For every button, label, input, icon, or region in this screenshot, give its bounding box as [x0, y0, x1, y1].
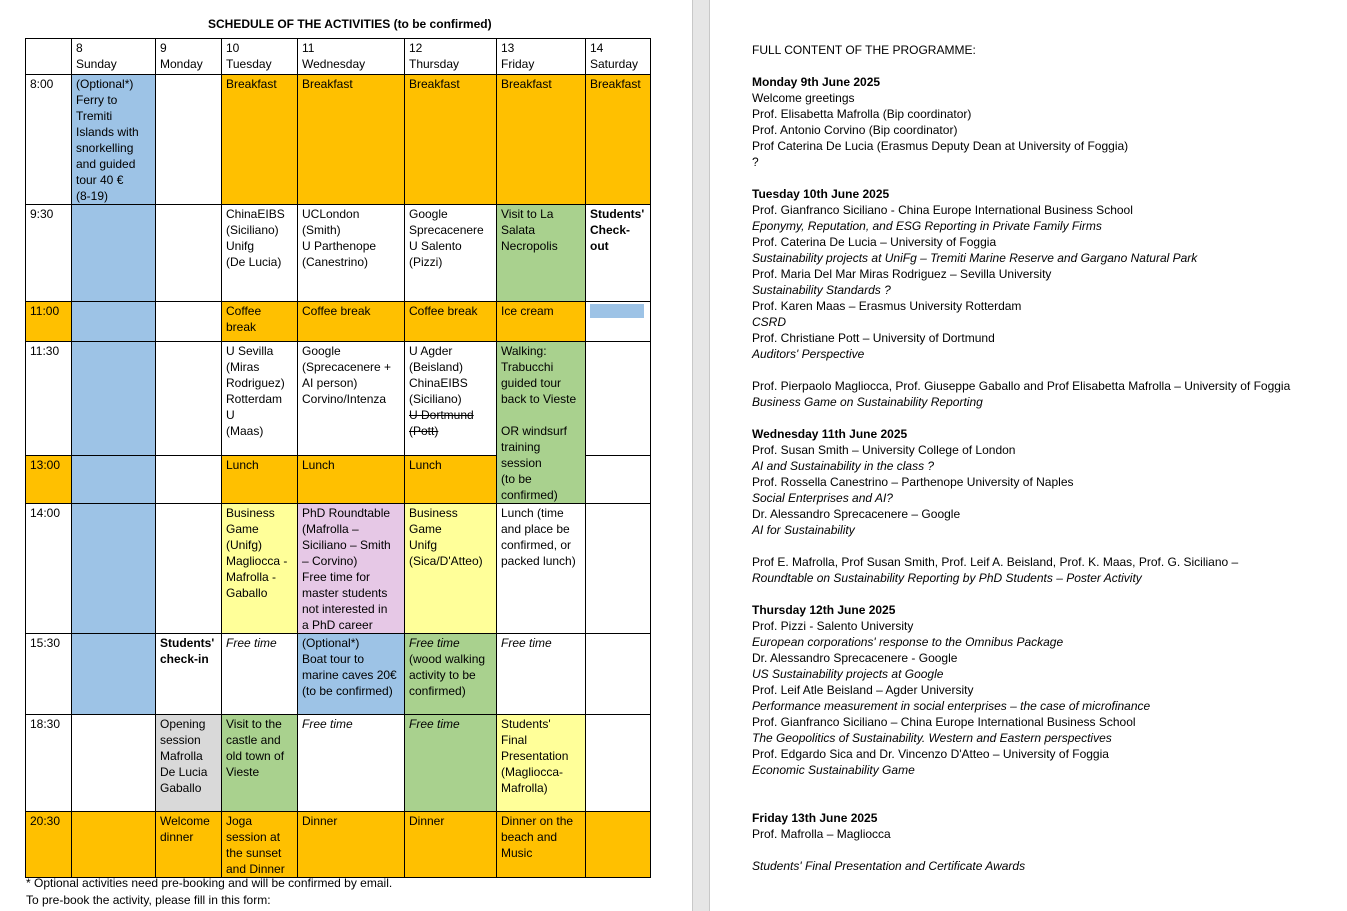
empty-cell	[156, 342, 222, 456]
talk-title: Business Game on Sustainability Reporting	[752, 395, 983, 409]
day-heading: Thursday 12th June 2025	[752, 603, 896, 617]
talk-title: AI and Sustainability in the class ?	[752, 459, 935, 473]
activity-cell: U Sevilla (Miras Rodriguez) Rotterdam U (Maas)	[222, 342, 298, 456]
day-heading: Tuesday 10th June 2025	[752, 187, 890, 201]
activity-cell	[72, 455, 156, 503]
activity-cell: Google (Sprecacenere + AI person) Corvino/Intenza	[298, 342, 405, 456]
activity-cell: Dinner on the beach and Music	[497, 812, 586, 878]
activity-cell	[72, 504, 156, 634]
activity-cell: Opening session Mafrolla De Lucia Gaballo	[156, 715, 222, 812]
activity-cell: Walking: Trabucchi guided tour back to Vieste OR windsurf training session (to be confirmed)	[497, 342, 586, 504]
programme-line: Prof. Antonio Corvino (Bip coordinator)	[752, 123, 958, 137]
schedule-row	[26, 75, 651, 205]
schedule-row	[26, 504, 651, 634]
programme-line: Prof. Gianfranco Siciliano - China Europe International Business School	[752, 203, 1133, 217]
blank-line	[752, 58, 1290, 74]
day-header: 13 Friday	[497, 39, 586, 75]
day-header: 8 Sunday	[72, 39, 156, 75]
talk-title: Auditors' Perspective	[752, 347, 865, 361]
activity-cell: Joga session at the sunset and Dinner	[222, 812, 298, 878]
activity-cell: Students' check-in	[156, 634, 222, 715]
talk-title: CSRD	[752, 315, 787, 329]
activity-cell: Dinner	[405, 812, 497, 878]
activity-cell: Ice cream	[497, 302, 586, 342]
time-label: 14:00	[26, 504, 72, 634]
activity-cell: PhD Roundtable (Mafrolla – Siciliano – Smith – Corvino) Free time for master students not interested in a PhD career	[298, 504, 405, 634]
activity-cell: Google Sprecacenere U Salento (Pizzi)	[405, 205, 497, 302]
blank-line	[752, 170, 1290, 186]
programme-line: Dr. Alessandro Sprecacenere – Google	[752, 507, 961, 521]
talk-title: Roundtable on Sustainability Reporting by PhD Students – Poster Activity	[752, 571, 1142, 585]
color-chip	[590, 304, 644, 318]
schedule-title: SCHEDULE OF THE ACTIVITIES (to be confirmed)	[208, 17, 492, 31]
time-label: 11:30	[26, 342, 72, 456]
blank-line	[752, 362, 1290, 378]
talk-title: AI for Sustainability	[752, 523, 855, 537]
empty-cell	[156, 302, 222, 342]
activity-cell	[72, 342, 156, 456]
talk-title: Eponymy, Reputation, and ESG Reporting in Private Family Firms	[752, 219, 1102, 233]
programme-line: ?	[752, 155, 759, 169]
programme-line: Prof. Susan Smith – University College of London	[752, 443, 1016, 457]
activity-cell: UCLondon (Smith) U Parthenope (Canestrino)	[298, 205, 405, 302]
talk-title: Social Enterprises and AI?	[752, 491, 893, 505]
programme-line: Prof. Mafrolla – Magliocca	[752, 827, 891, 841]
activity-cell	[72, 302, 156, 342]
activity-cell: Free time	[222, 634, 298, 715]
day-header: 9 Monday	[156, 39, 222, 75]
activity-cell: Coffee break	[298, 302, 405, 342]
programme-line: Prof. Gianfranco Siciliano – China Europe International Business School	[752, 715, 1136, 729]
cancelled-entry: U Dortmund (Pott)	[409, 408, 474, 438]
activity-cell: Lunch (time and place be confirmed, or packed lunch)	[497, 504, 586, 634]
programme-line: Prof. Pierpaolo Magliocca, Prof. Giuseppe Gaballo and Prof Elisabetta Mafrolla – University of Foggia	[752, 379, 1291, 393]
blank-line	[752, 410, 1290, 426]
empty-cell	[586, 634, 651, 715]
activity-cell: Lunch	[222, 455, 298, 503]
blank-line	[752, 794, 1290, 810]
blank-line	[752, 842, 1290, 858]
activity-cell: Breakfast	[405, 75, 497, 205]
empty-cell	[72, 715, 156, 812]
schedule-row	[26, 205, 651, 302]
activity-cell	[72, 812, 156, 878]
footnote-optional: * Optional activities need pre-booking and will be confirmed by email.	[26, 876, 393, 890]
programme-line: Prof. Leif Atle Beisland – Agder University	[752, 683, 974, 697]
activity-cell: Coffee break	[405, 302, 497, 342]
schedule-row	[26, 302, 651, 342]
empty-cell	[156, 75, 222, 205]
programme-line: Dr. Alessandro Sprecacenere - Google	[752, 651, 958, 665]
right-page	[710, 0, 1347, 911]
activity-cell: (Optional*) Boat tour to marine caves 20€ (to be confirmed)	[298, 634, 405, 715]
programme-line: Prof. Christiane Pott – University of Dortmund	[752, 331, 995, 345]
activity-cell: Visit to the castle and old town of Vieste	[222, 715, 298, 812]
empty-cell	[156, 455, 222, 503]
activity-cell: Visit to La Salata Necropolis	[497, 205, 586, 302]
schedule-row	[26, 715, 651, 812]
talk-title: Sustainability Standards ?	[752, 283, 891, 297]
empty-cell	[586, 302, 651, 342]
activity-cell: Students' Final Presentation (Magliocca- Mafrolla)	[497, 715, 586, 812]
activity-cell: Business Game (Unifg) Magliocca - Mafrolla - Gaballo	[222, 504, 298, 634]
day-header: 10 Tuesday	[222, 39, 298, 75]
blank-line	[752, 778, 1290, 794]
time-label: 15:30	[26, 634, 72, 715]
time-label: 11:00	[26, 302, 72, 342]
programme-line: Prof. Rossella Canestrino – Parthenope University of Naples	[752, 475, 1074, 489]
day-header: 12 Thursday	[405, 39, 497, 75]
page-gutter	[692, 0, 710, 911]
day-heading: Friday 13th June 2025	[752, 811, 878, 825]
day-header: 11 Wednesday	[298, 39, 405, 75]
activity-cell: Breakfast	[497, 75, 586, 205]
activity-cell: Students' Check- out	[586, 205, 651, 302]
corner-cell	[26, 39, 72, 75]
schedule-table	[25, 38, 651, 878]
activity-cell: Breakfast	[586, 75, 651, 205]
talk-title: US Sustainability projects at Google	[752, 667, 944, 681]
programme-line: Prof. Karen Maas – Erasmus University Rotterdam	[752, 299, 1022, 313]
day-heading: Monday 9th June 2025	[752, 75, 881, 89]
activity-cell: Business Game Unifg (Sica/D'Atteo)	[405, 504, 497, 634]
day-heading: Wednesday 11th June 2025	[752, 427, 908, 441]
talk-title: Performance measurement in social enterprises – the case of microfinance	[752, 699, 1151, 713]
activity-cell: Free time (wood walking activity to be confirmed)	[405, 634, 497, 715]
activity-cell: Welcome dinner	[156, 812, 222, 878]
activity-cell	[72, 205, 156, 302]
empty-cell	[156, 504, 222, 634]
schedule-row	[26, 342, 651, 456]
empty-cell	[156, 205, 222, 302]
schedule-row	[26, 634, 651, 715]
programme-heading: FULL CONTENT OF THE PROGRAMME:	[752, 43, 976, 57]
activity-cell: U Agder (Beisland) ChinaEIBS (Siciliano) U Dortmund (Pott)	[405, 342, 497, 456]
activity-cell: (Optional*) Ferry to Tremiti Islands with snorkelling and guided tour 40 € (8-19)	[72, 75, 156, 205]
activity-cell: Free time	[298, 715, 405, 812]
programme-line: Prof. Maria Del Mar Miras Rodriguez – Sevilla University	[752, 267, 1052, 281]
activity-cell: ChinaEIBS (Siciliano) Unifg (De Lucia)	[222, 205, 298, 302]
programme-line: Prof Caterina De Lucia (Erasmus Deputy Dean at University of Foggia)	[752, 139, 1129, 153]
activity-cell: Dinner	[298, 812, 405, 878]
blank-line	[752, 538, 1290, 554]
programme-line: Prof. Elisabetta Mafrolla (Bip coordinator)	[752, 107, 972, 121]
time-label: 13:00	[26, 455, 72, 503]
day-header: 14 Saturday	[586, 39, 651, 75]
footnote-form: To pre-book the activity, please fill in this form:	[26, 893, 271, 907]
time-label: 20:30	[26, 812, 72, 878]
activity-cell: Coffee break	[222, 302, 298, 342]
activity-cell: Breakfast	[298, 75, 405, 205]
activity-cell	[586, 812, 651, 878]
activity-cell: Lunch	[405, 455, 497, 503]
programme-line: Prof. Caterina De Lucia – University of Foggia	[752, 235, 997, 249]
activity-cell: Breakfast	[222, 75, 298, 205]
talk-title: Economic Sustainability Game	[752, 763, 915, 777]
empty-cell	[586, 455, 651, 503]
programme-content	[752, 42, 1290, 874]
empty-cell	[586, 342, 651, 456]
talk-title: European corporations' response to the Omnibus Package	[752, 635, 1064, 649]
schedule-header-row	[26, 39, 651, 75]
programme-line: Prof. Edgardo Sica and Dr. Vincenzo D'Atteo – University of Foggia	[752, 747, 1109, 761]
activity-cell: Free time	[497, 634, 586, 715]
activity-cell: Free time	[405, 715, 497, 812]
empty-cell	[586, 715, 651, 812]
time-label: 8:00	[26, 75, 72, 205]
programme-line: Prof. Pizzi - Salento University	[752, 619, 914, 633]
talk-title: Students' Final Presentation and Certificate Awards	[752, 859, 1026, 873]
talk-title: The Geopolitics of Sustainability. Western and Eastern perspectives	[752, 731, 1112, 745]
empty-cell	[586, 504, 651, 634]
schedule-row	[26, 812, 651, 878]
talk-title: Sustainability projects at UniFg – Tremiti Marine Reserve and Gargano Natural Park	[752, 251, 1198, 265]
activity-cell	[72, 634, 156, 715]
blank-line	[752, 586, 1290, 602]
programme-line: Prof E. Mafrolla, Prof Susan Smith, Prof. Leif A. Beisland, Prof. K. Maas, Prof. G. Siciliano –	[752, 555, 1239, 569]
activity-cell: Lunch	[298, 455, 405, 503]
time-label: 9:30	[26, 205, 72, 302]
time-label: 18:30	[26, 715, 72, 812]
programme-line: Welcome greetings	[752, 91, 855, 105]
